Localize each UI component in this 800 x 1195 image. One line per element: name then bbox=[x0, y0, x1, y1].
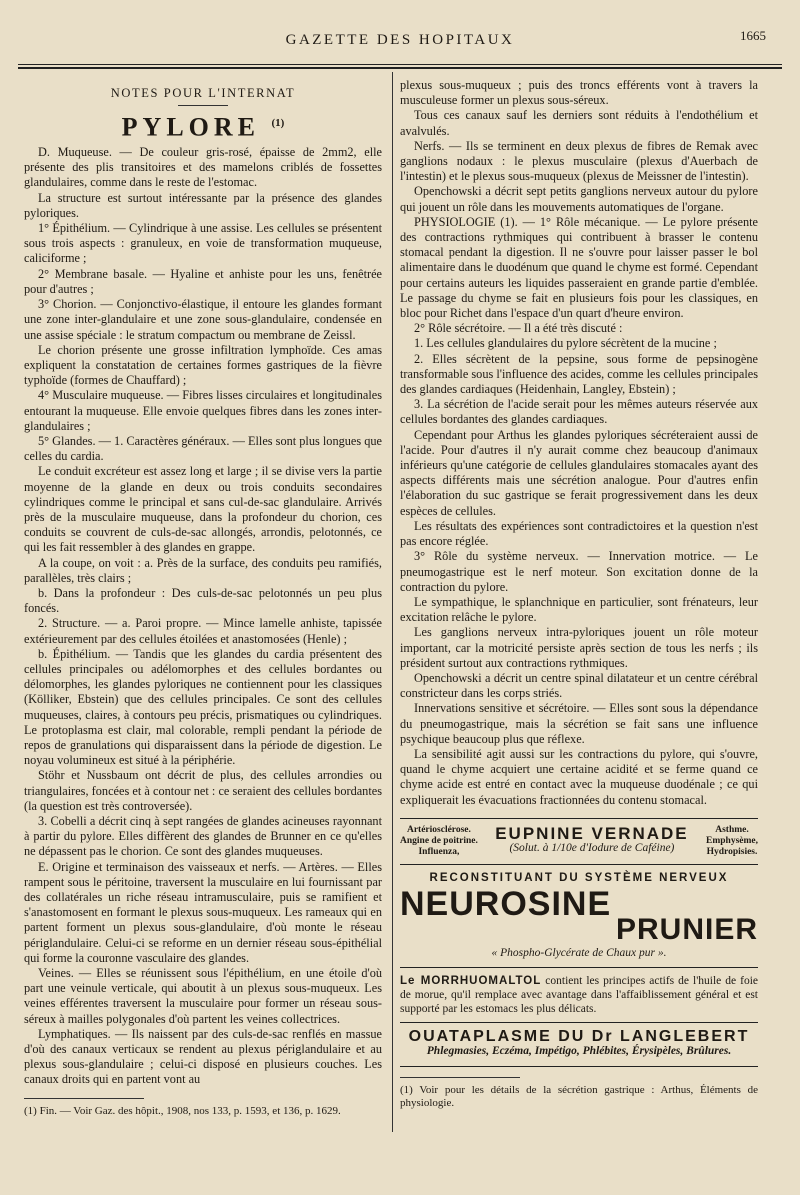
paragraph: D. Muqueuse. — De couleur gris-rosé, épaisse de 2mm2, elle présente des plis transitoires et des mamelons criblés de fossettes glandulaires, comme dans le reste de l'estomac. bbox=[24, 145, 382, 190]
ad-eupnine-right: Asthme. Emphysème, Hydropisies. bbox=[706, 824, 758, 857]
paragraph: 5° Glandes. — 1. Caractères généraux. — Elles sont plus longues que celles du cardia. bbox=[24, 433, 382, 464]
paragraph: 3° Rôle du système nerveux. — Innervation motrice. — Le pneumogastrique est le nerf moteur. Son excitation donne de la contraction du pylore. bbox=[400, 549, 758, 594]
paragraph: Stöhr et Nussbaum ont décrit de plus, des cellules arrondies ou triangulaires, foncées et à contour net : ce seraient des cellules bordantes (la question est très controversée). bbox=[24, 768, 382, 813]
title-footnote-marker: (1) bbox=[271, 117, 285, 130]
paragraph: 3. La sécrétion de l'acide serait pour les mêmes auteurs réservée aux cellules bordantes des glandes cardiaques. bbox=[400, 397, 758, 427]
column-divider bbox=[392, 72, 393, 1132]
paragraph: 3° Chorion. — Conjonctivo-élastique, il entoure les glandes formant une zone inter-glandulaire et une zone sous-glandulaire, condensée en une assise spéciale : le stratum compactum ou membrane de Zeissl. bbox=[24, 297, 382, 342]
ad-morrhuomaltol-text: contient les principes actifs de l'huile de foie de morue, qu'il remplace avec avantage dans l'affaiblissement général et est supporté par les estomacs les plus délicats. bbox=[400, 975, 758, 1016]
ad-eupnine-left: Artériosclérose. Angine de poitrine. Influenza, bbox=[400, 824, 478, 857]
paragraph: b. Épithélium. — Tandis que les glandes du cardia présentent des cellules principales ou adélomorphes et des cellules bordantes ou délomorphes, les glandes pyloriques ne contiennent pour les classiques (Kölliker, Ebstein) que des cellules principales. Ce sont des cellules muqueuses, claires, à contours peu précis, prismatiques ou cylindriques. Le protoplasma est clair, mal colorable, rempli pendant la période de repos de granulations qui disparaissent dans la période de digestion. Le noyau volumineux est situé à la périphérie. bbox=[24, 646, 382, 768]
paragraph: Le sympathique, le splanchnique en particulier, sont frénateurs, leur excitation relâche le pylore. bbox=[400, 594, 758, 625]
paragraph: Veines. — Elles se réunissent sous l'épithélium, en une étoile d'où part une veinule verticale, qui aboutit à un plexus sous-muqueux. Les veines efférentes traversent la musculaire pour former un réseau sous-séreux à mailles polygonales d'où partent les veines collectrices. bbox=[24, 966, 382, 1026]
ad-morrhuomaltol bbox=[400, 967, 758, 1022]
paragraph: PHYSIOLOGIE (1). — 1° Rôle mécanique. — Le pylore présente des contractions rythmiques qui contribuent à brasser le contenu stomacal pendant la digestion. Il ne s'ouvre pour laisser passer le bol alimentaire dans le duodénum que quand le chyme est formé. Cependant pour certains auteurs les liquides passeraient en grande partie d'emblée. Le passage du chyme se fait en plusieurs fois pour les classiques, en bloc pour Richet dans l'espace d'un quart d'heure environ. bbox=[400, 214, 758, 321]
advertisements bbox=[400, 818, 758, 1067]
footnote-rule bbox=[24, 1098, 144, 1099]
paragraph: La structure est surtout intéressante par la présence des glandes pyloriques. bbox=[24, 190, 382, 220]
left-column bbox=[24, 78, 382, 1118]
ad-neurosine-brand: NEUROSINE bbox=[400, 884, 612, 923]
paragraph: 2° Rôle sécrétoire. — Il a été très discuté : bbox=[414, 321, 623, 336]
ad-ouataplasme-uses: Phlegmasies, Eczéma, Impétigo, Phlébites, Érysipèles, Brûlures. bbox=[426, 1045, 732, 1058]
paragraph: 4° Musculaire muqueuse. — Fibres lisses circulaires et longitudinales entourant la muqueuse. Elle envoie quelques fibres dans les zones inter-glandulaires ; bbox=[24, 388, 382, 433]
section-rule bbox=[178, 105, 228, 106]
paragraph: Le conduit excréteur est assez long et large ; il se divise vers la partie moyenne de la glande en deux ou trois conduits secondaires cylindriques comme le principal et sans cul-de-sac glandulaire. Arrivés près de la musculaire muqueuse, dans la profondeur du chorion, ces conduits se couvrent de culs-de-sac allongés, arrondis, pelotonnés, ce qui les fait ressembler à des glandes en grappe. bbox=[24, 464, 382, 555]
paragraph: Openchowski a décrit sept petits ganglions nerveux autour du pylore qui jouent un rôle dans les mouvements automatiques de l'organe. bbox=[400, 184, 758, 214]
right-column bbox=[400, 78, 758, 1111]
paragraph: La sensibilité agit aussi sur les contractions du pylore, qui s'ouvre, quand le chyme acquiert une certaine acidité et se ferme quand ce chyme acide est entré en contact avec la muqueuse duodénale ; ce qui expliquerait les évacuations fractionnées du contenu stomacal. bbox=[400, 746, 758, 807]
paragraph: 2. Elles sécrètent de la pepsine, sous forme de pepsinogène transformable sous l'influence des acides, comme les cellules principales des glandes cardiaques (Heidenhain, Langley, Ebstein) ; bbox=[400, 351, 758, 397]
ad-ouataplasme-brand: OUATAPLASME DU Dr LANGLEBERT bbox=[408, 1028, 750, 1046]
ad-neurosine-subtitle: « Phospho-Glycérate de Chaux pur ». bbox=[491, 946, 667, 959]
ads-bottom-rule bbox=[400, 1066, 758, 1067]
article-title-text: PYLORE bbox=[121, 112, 260, 142]
footnote: (1) Voir pour les détails de la sécrétion gastrique : Arthus, Éléments de physiologie. bbox=[400, 1083, 758, 1110]
paragraph: E. Origine et terminaison des vaisseaux et nerfs. — Artères. — Elles rampent sous le péritoine, traversent la musculaire en lui fournissant par des collatérales un riche réseau intramusculaire, puis se ramifient et s'anastomosent en formant le plexus sous-muqueux. Les rameaux qui en partent forment un plexus sous-glandulaire, d'où monte le réseau périglandulaire. Celui-ci se reforme en un dernier réseau sous-épithélial qui forme la couronne vasculaire des glandes. bbox=[24, 859, 382, 965]
paragraph: Cependant pour Arthus les glandes pyloriques sécréteraient aussi de l'acide. Pour d'autres il n'y aurait comme chez beaucoup d'animaux inférieurs qu'une catégorie de cellules glandulaires stomacales ayant des aspects différents mais une sécrétion analogue. Pour d'autres enfin l'élaboration du suc gastrique se ferait progressivement dans les deux espèces de cellules. bbox=[400, 427, 758, 518]
footnote: (1) Fin. — Voir Gaz. des hôpit., 1908, nos 133, p. 1593, et 136, p. 1629. bbox=[24, 1104, 341, 1117]
journal-title: GAZETTE DES HOPITAUX bbox=[285, 32, 515, 48]
header-rule bbox=[18, 64, 782, 65]
ad-eupnine-brand: EUPNINE VERNADE bbox=[495, 824, 689, 844]
page-number: 1665 bbox=[740, 28, 766, 43]
ad-eupnine-formula: (Solut. à 1/10e d'Iodure de Caféine) bbox=[509, 842, 675, 855]
paragraph: Nerfs. — Ils se terminent en deux plexus de fibres de Remak avec ganglions nodaux : le plexus musculaire (plexus d'Auerbach de l'intestin) et le plexus sous-muqueux (plexus de Meissner de l'intestin). bbox=[400, 138, 758, 184]
paragraph: Openchowski a décrit un centre spinal dilatateur et un centre cérébral constricteur dans les corps striés. bbox=[400, 670, 758, 701]
paragraph: 2° Membrane basale. — Hyaline et anhiste pour les uns, fenêtrée pour d'autres ; bbox=[24, 266, 382, 296]
ad-neurosine-tagline: RECONSTITUANT DU SYSTÈME NERVEUX bbox=[429, 871, 729, 884]
paragraph: 1° Épithélium. — Cylindrique à une assise. Les cellules se présentent sous trois aspects : granuleux, en voie de transformation muqueuse, caliciforme ; bbox=[24, 221, 382, 266]
article-title bbox=[24, 112, 382, 142]
paragraph: 3. Cobelli a décrit cinq à sept rangées de glandes acineuses rayonnant à partir du pylore. Elles diffèrent des glandes de Brunner en ce qu'elles ne dépassent pas le chorion. Ce sont des glandes muqueuses. bbox=[24, 814, 382, 859]
paragraph: Le chorion présente une grosse infiltration lymphoïde. Ces amas expliquent la constatation de certaines formes gastriques de la fièvre typhoïde (formes de Chauffard) ; bbox=[24, 342, 382, 388]
paragraph: b. Dans la profondeur : Des culs-de-sac pelotonnés un peu plus foncés. bbox=[24, 585, 382, 616]
header-rule-thick bbox=[18, 67, 782, 69]
paragraph: Les ganglions nerveux intra-pyloriques jouent un rôle moteur important, car la motricité persiste après section de tous les nerfs ; ils président surtout aux contractions rythmiques. bbox=[400, 625, 758, 670]
paragraph: 1. Les cellules glandulaires du pylore sécrètent de la mucine ; bbox=[414, 336, 717, 351]
page-header bbox=[0, 28, 800, 52]
ad-eupnine bbox=[400, 818, 758, 864]
section-label: NOTES POUR L'INTERNAT bbox=[110, 86, 296, 100]
ad-prunier-brand: PRUNIER bbox=[615, 912, 758, 946]
paragraph: Innervations sensitive et sécrétoire. — Elles sont sous la dépendance du pneumogastrique, mais la sécrétion se fait sans une influence psychique beaucoup plus que réflexe. bbox=[400, 701, 758, 746]
ad-neurosine bbox=[400, 864, 758, 967]
ad-eupnine-center bbox=[495, 826, 688, 856]
paragraph: Tous ces canaux sauf les derniers sont réduits à l'endothélium et avalvulés. bbox=[400, 108, 758, 138]
paragraph: 2. Structure. — a. Paroi propre. — Mince lamelle anhiste, tapissée extérieurement par des cellules étoilées et anastomosées (Henle) ; bbox=[24, 616, 382, 646]
paragraph: A la coupe, on voit : a. Près de la surface, des conduits peu ramifiés, parallèles, très clairs ; bbox=[24, 555, 382, 585]
paragraph: Lymphatiques. — Ils naissent par des culs-de-sac renflés en massue d'où des canaux verticaux se rendent au plexus périglandulaire et au plexus sous-glandulaire ; celui-ci disposé en plusieurs couches. Les canaux droits qui en partent vont au bbox=[24, 1026, 382, 1087]
footnote-rule bbox=[400, 1077, 520, 1078]
ad-ouataplasme bbox=[400, 1022, 758, 1065]
paragraph: plexus sous-muqueux ; puis des troncs efférents vont à travers la musculeuse former un plexus sous-séreux. bbox=[400, 78, 758, 108]
ad-morrhuomaltol-brand: Le MORRHUOMALTOL bbox=[400, 975, 542, 988]
paragraph: Les résultats des expériences sont contradictoires et la question n'est pas encore réglée. bbox=[400, 518, 758, 549]
